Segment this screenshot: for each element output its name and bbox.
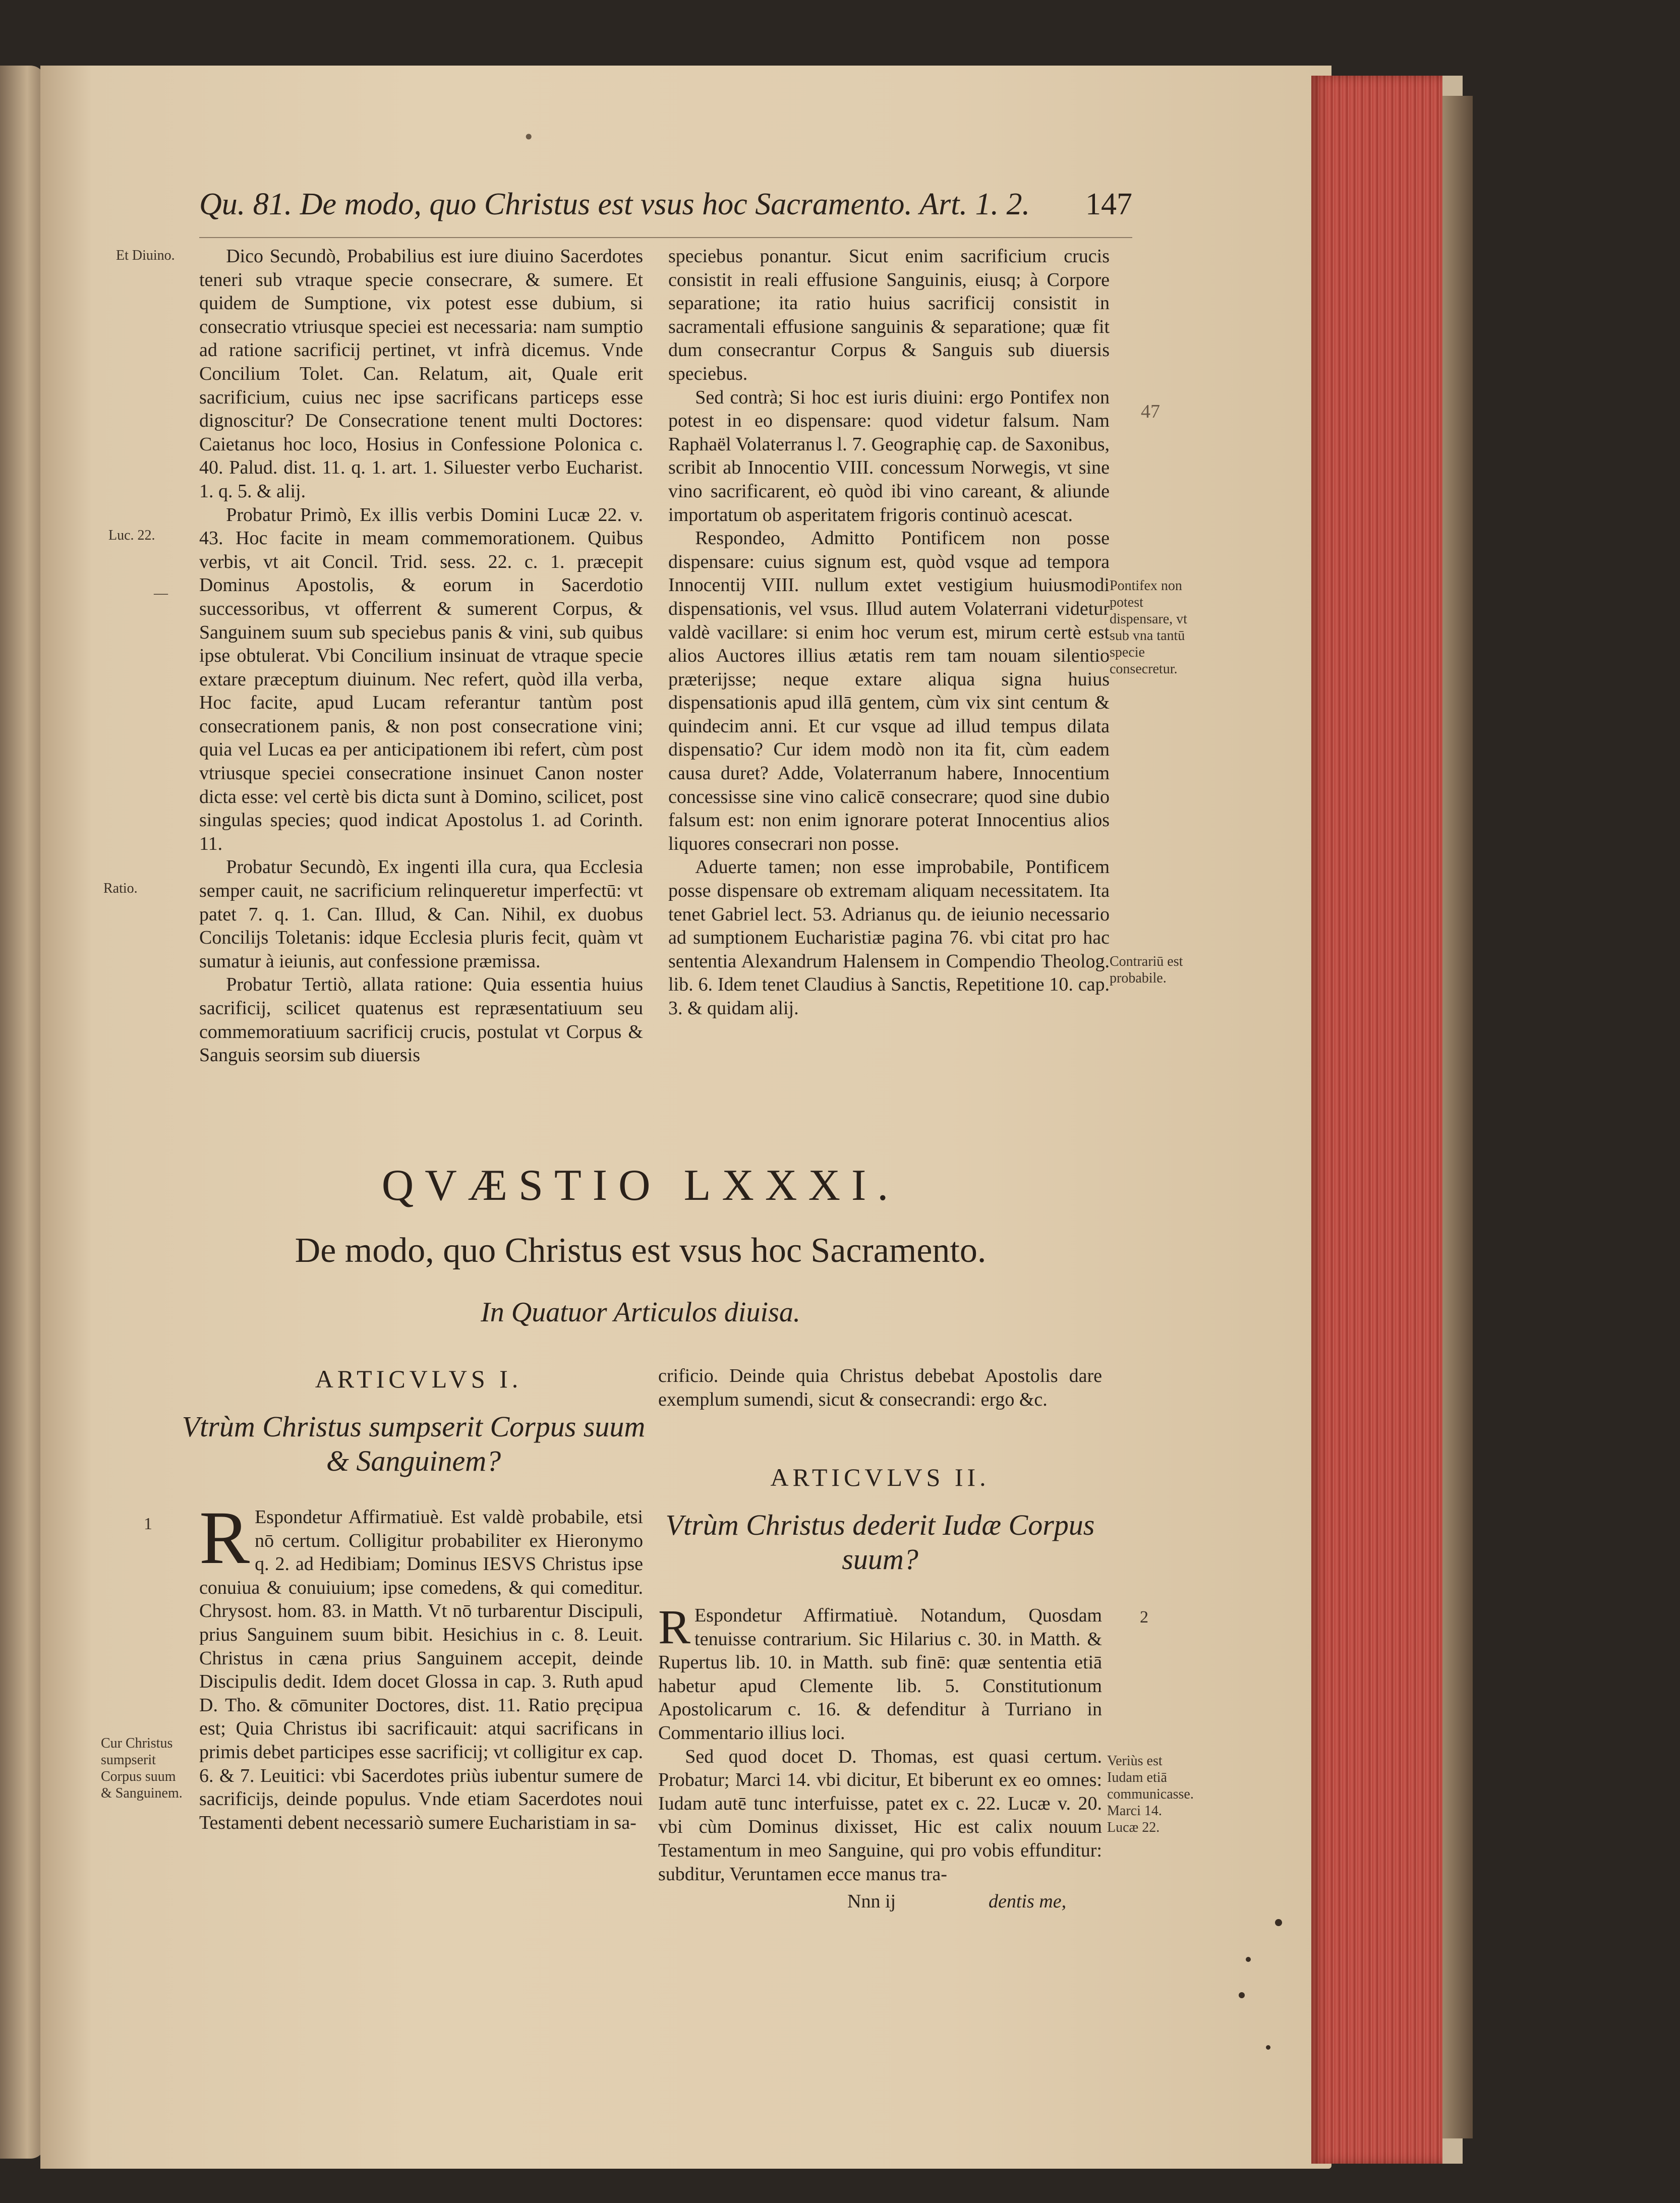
margin-note-luc: Luc. 22. <box>108 528 155 543</box>
paragraph: Probatur Tertiò, allata ratione: Quia essentia huius sacrificij, scilicet quatenus est repræsentatiuum seu commemoratiuum sacrificij crucis, postulat vt Corpus & Sanguis seorsim sub diuersis <box>199 974 643 1066</box>
article-2-margin-number: 2 <box>1140 1608 1148 1627</box>
article-1-margin-number: 1 <box>144 1515 152 1533</box>
running-head-title: Qu. 81. De modo, quo Christus est vsus hoc Sacramento. Art. 1. 2. <box>199 187 1030 221</box>
article-2-text2: Sed quod docet D. Thomas, est quasi certum. Probatur; Marci 14. vbi dicitur, Et biberunt ex eo omnes: Iudam autē tunc interfuisse, patet ex c. 22. Lucæ v. 20. vbi cùm Dominus dixisset, Hic est calix nouum Testamentum in meo Sanguine, qui pro vobis effunditur: subditur, Veruntamen ecce manus tra- <box>658 1746 1102 1885</box>
margin-note-diuino: Et Diuino. <box>116 248 175 263</box>
running-header <box>199 187 1132 238</box>
paragraph: Dico Secundò, Probabilius est iure diuino Sacerdotes teneri sub vtraque specie consecrare, & sumere. Et quidem de Sumptione, vix potest esse dubium, si consecratio vtriusque speciei est necessaria: nam sumptio ad ratione sacrificij pertinet, vt infrà dicemus. Vnde Concilium Tolet. Can. Relatum, ait, Quale erit sacrificium, cuius nec ipse sacrificans particeps esse dignoscitur? De Consecratione tenent multi Doctores: Caietanus hoc loco, Hosius in Confessione Polonica c. 40. Palud. dist. 11. q. 1. art. 1. Siluester verbo Eucharist. 1. q. 5. & alij. <box>199 246 643 502</box>
paragraph: Probatur Secundò, Ex ingenti illa cura, qua Ecclesia semper cauit, ne sacrificium relinqueretur imperfectū: vt patet 7. q. 1. Can. Illud, & Can. Nihil, ex duobus Concilijs Toletanis: idque Ecclesia pluris fecit, quàm vt sumatur à ieiunis, aut confessione præmissa. <box>199 856 643 972</box>
upper-left-column <box>199 245 643 1067</box>
facing-page-edge <box>0 66 45 2159</box>
signature-mark: Nnn ij <box>847 1891 896 1912</box>
margin-note-contrarium: Contrariū est probabile. <box>1110 954 1183 986</box>
margin-note-ratio: Ratio. <box>103 881 138 896</box>
article-2-heading: ARTICVLVS II. <box>770 1463 990 1491</box>
ink-speck <box>1246 1957 1251 1962</box>
ink-speck <box>1275 1919 1282 1926</box>
drop-cap: R <box>658 1600 691 1654</box>
paragraph: Aduerte tamen; non esse improbabile, Pontificem posse dispensare ob extremam aliquam necessitatem. Ita tenet Gabriel lect. 53. Adrianus qu. de ieiunio necessario ad sumptionem Eucharistiæ pagina 76. vbi citat pro hac sententia Alexandrum Halensem in Compendio Theolog. lib. 6. Idem tenet Claudius à Sanctis, Repetitione 10. cap. 3. & quidam alij. <box>668 856 1110 1019</box>
margin-number-47: 47 <box>1141 401 1160 422</box>
ink-speck <box>1239 1992 1245 1998</box>
article-1-heading: ARTICVLVS I. <box>315 1365 523 1393</box>
catchword: dentis me, <box>989 1891 1067 1912</box>
page-number: 147 <box>1085 187 1132 221</box>
question-subtitle: De modo, quo Christus est vsus hoc Sacramento. <box>295 1231 987 1270</box>
paragraph: Sed contrà; Si hoc est iuris diuini: ergo Pontifex non potest in eo dispensare: quod videtur falsum. Nam Raphaël Volaterranus l. 7. Geographię cap. de Saxonibus, scribit ab Innocentio VIII. concessum Norwegis, vt sine vino sacrificarent, eò quòd ibi vino careant, & aliunde importatum ob asperitatem frigoris continuò acescat. <box>668 386 1110 526</box>
page-edge-shadow <box>1442 96 1473 2138</box>
article-1-margin-note: Cur Christus sumpserit Corpus suum & Sanguinem. <box>101 1735 183 1801</box>
red-fore-edge <box>1311 76 1463 2164</box>
article-2-text: Espondetur Affirmatiuè. Notandum, Quosdam tenuisse contrarium. Sic Hilarius c. 30. in Matth. & Rupertus lib. 10. in Matth. sub finē: quæ sententia etiā habetur apud Clemente lib. 5. Constitutionum Apostolicarum c. 16. & defenditur à Turriano in Commentario illius loci. <box>658 1605 1102 1744</box>
paragraph: Probatur Primò, Ex illis verbis Domini Lucæ 22. v. 43. Hoc facite in meam commemorationem. Quibus verbis, vt ait Concil. Trid. sess. 22. c. 1. præcepit Dominus Apostolis, & eorum in Sacerdotio successoribus, vt offerrent & sumerent Corpus, & Sanguinem suum sub speciebus panis & vini, sub quibus ipse obtulerat. Vbi Concilium insinuat de vtraque specie extare præceptum diuinum. Nec refert, quòd illa verba, Hoc facite, apud Lucam referantur tantùm post consecrationem panis, & non post consecratione vini; quia vel Lucas ea per anticipationem ibi refert, cùm post vtriusque speciei consecratione insinuet Canon noster dicta esse: vel certè bis dicta sunt à Domino, scilicet, post singulas species; quod indicat Apostolus 1. ad Corinth. 11. <box>199 504 643 854</box>
margin-note-pontifex: Pontifex non potest dispensare, vt sub vna tantū specie consecretur. <box>1110 578 1187 677</box>
paragraph: Respondeo, Admitto Pontificem non posse dispensare: cuius signum est, quòd vsque ad tempora Innocentij VIII. nullum extet vestigium huiusmodi dispensationis, vel vsus. Illud autem Volaterrani videtur valdè vacillare: si enim hoc verum est, mirum certè est alios Auctores illius ætatis rem tam nouam silentio præterijsse; neque extare aliqua signa huius dispensationis apud illā gentem, cùm vix sint centum & quindecim anni. Et cur vsque ad illud tempus dilata dispensatio? Cur idem modò non ita fit, cùm eadem causa duret? Adde, Volaterranum habere, Innocentium concessisse sine vino calicē consecrare; quod sine dubio falsum est: non enim ignorare poterat Innocentius alios liquores consecrari non posse. <box>668 528 1110 854</box>
upper-right-column <box>668 245 1110 1020</box>
drop-cap: R <box>199 1496 250 1580</box>
article-2-question: Vtrùm Christus dederit Iudæ Corpus suum? <box>665 1509 1095 1576</box>
article-1-text: Espondetur Affirmatiuè. Est valdè probabile, etsi nō certum. Colligitur probabiliter ex Hieronymo q. 2. ad Hedibiam; Dominus IESVS Christus ipse conuiua & conuiuium; ipse comedens, & qui comeditur. Chrysost. hom. 83. in Matth. Vt nō turbarentur Discipuli, prius Sanguinem suum bibit. Hesichius in c. 8. Leuit. Christus in cæna prius Sanguinem accepit, deinde Discipulis dedit. Idem docet Glossa in cap. 3. Ruth apud D. Tho. & cōmuniter Doctores, dist. 11. Ratio pręcipua est; Quia Christus ibi sacrificauit: atqui sacrificans in primis debet participes esse sacrificij; vt colligitur ex cap. 6. & 7. Leuitici: vbi Sacerdotes priùs iubentur sumere de sacrificijs, deinde populus. Vnde etiam Sacerdotes noui Testamenti debent necessariò sumere Eucharistiam in sa- <box>199 1506 643 1833</box>
paragraph: crificio. Deinde quia Christus debebat Apostolis dare exemplum sumendi, sicut & consecrandi: ergo &c. <box>658 1365 1102 1410</box>
question-division: In Quatuor Articulos diuisa. <box>481 1297 800 1328</box>
faint-mark: • <box>523 126 535 148</box>
article-1-question: Vtrùm Christus sumpserit Corpus suum & Sanguinem? <box>182 1410 646 1477</box>
article-1-continuation <box>658 1364 1102 1411</box>
article-2-margin-note: Veriùs est Iudam etiā communicasse. Marci 14. Lucæ 22. <box>1107 1753 1194 1835</box>
margin-dash: — <box>154 586 168 601</box>
ink-speck <box>1266 2045 1270 2050</box>
question-title: QVÆSTIO LXXXI. <box>381 1161 900 1210</box>
paragraph: speciebus ponantur. Sicut enim sacrificium crucis consistit in reali effusione Sanguinis, eiusq; à Corpore separatione; ita ratio huius sacrificij consistit in sacramentali effusione sanguinis & separatione; quæ fit dum consecrantur Corpus & Sanguis sub diuersis speciebus. <box>668 246 1110 384</box>
article-1-body <box>199 1496 643 1834</box>
article-2-body <box>658 1600 1102 1886</box>
